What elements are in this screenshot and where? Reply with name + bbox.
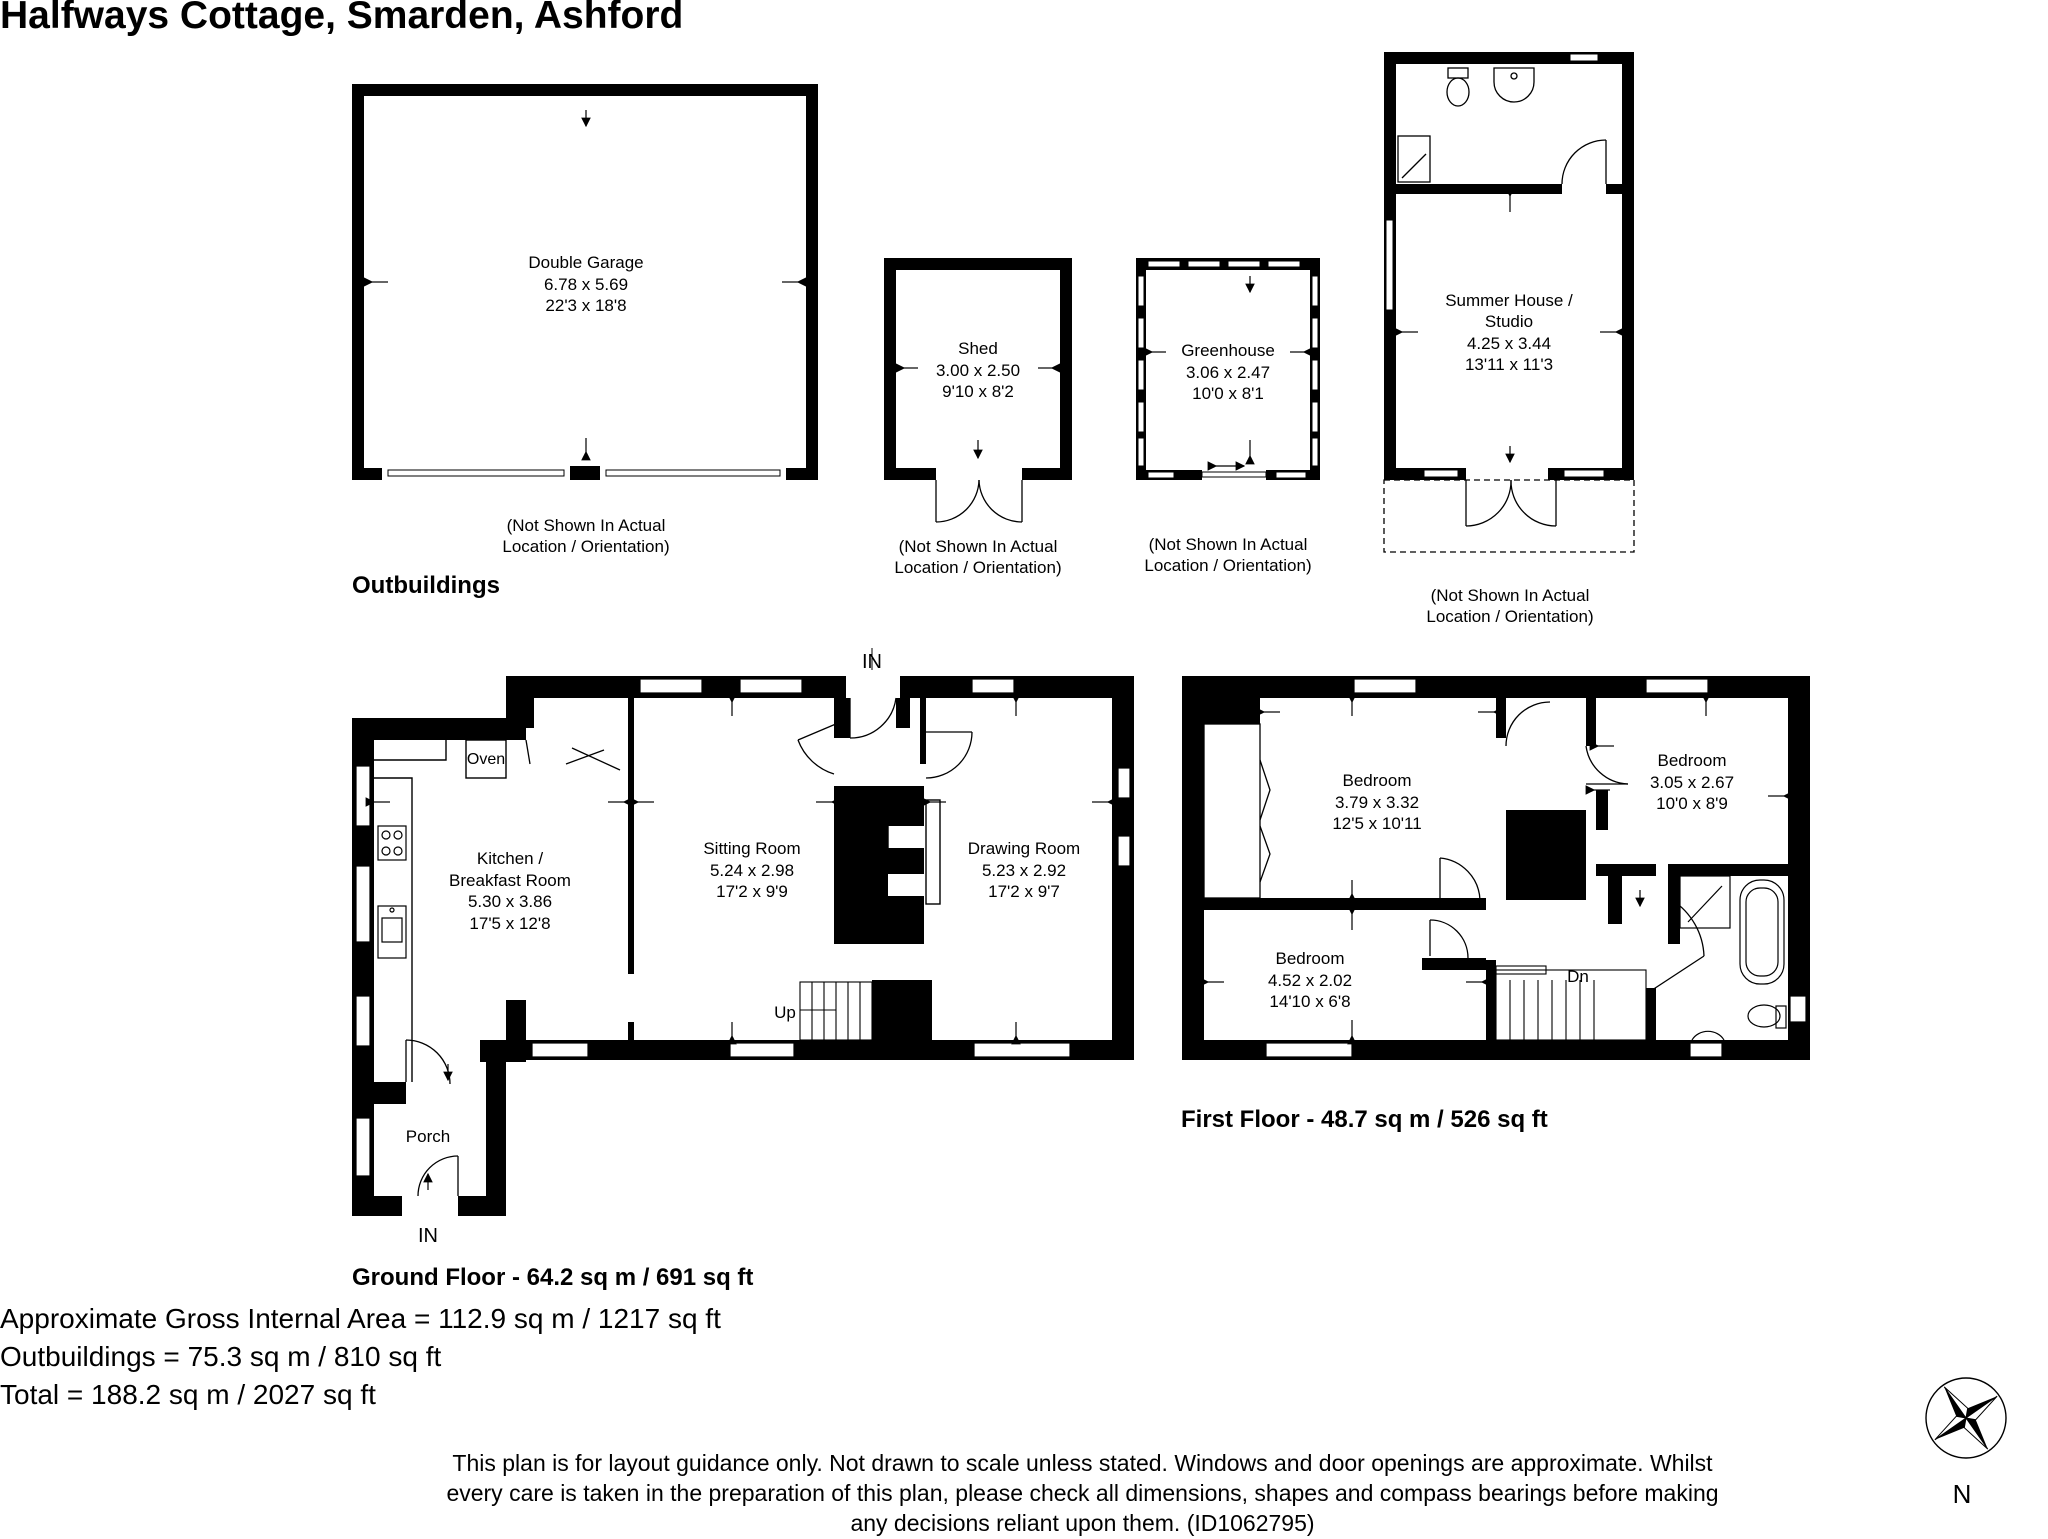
shed-metric: 3.00 x 2.50 [935, 361, 1021, 380]
drawing-room-metric: 5.23 x 2.92 [981, 861, 1067, 880]
page-title: Halfways Cottage, Smarden, Ashford [0, 0, 684, 37]
sitting-room-name: Sitting Room [703, 839, 801, 858]
ground-floor-caption: Ground Floor - 64.2 sq m / 691 sq ft [352, 1264, 754, 1291]
total-area: Total = 188.2 sq m / 2027 sq ft [0, 1379, 376, 1410]
greenhouse-note-2: Location / Orientation) [1144, 556, 1312, 575]
stairs-down-label: Dn [1567, 967, 1589, 986]
compass-icon [1913, 1365, 2019, 1471]
bedroom-3-metric: 4.52 x 2.02 [1267, 971, 1353, 990]
kitchen-name-2: Breakfast Room [449, 871, 571, 890]
shed [884, 258, 1072, 577]
sitting-room-imperial: 17'2 x 9'9 [716, 882, 788, 901]
bedroom-3-imperial: 14'10 x 6'8 [1269, 992, 1351, 1011]
first-floor-caption: First Floor - 48.7 sq m / 526 sq ft [1181, 1106, 1548, 1133]
summer-house-metric: 4.25 x 3.44 [1466, 334, 1552, 353]
ground-floor-entrance-porch: IN [418, 1225, 438, 1247]
outbuildings-heading: Outbuildings [352, 572, 500, 599]
bedroom-3-name: Bedroom [1275, 949, 1345, 968]
summer-house-imperial: 13'11 x 11'3 [1464, 355, 1554, 374]
summer-house-name-1: Summer House / [1445, 291, 1573, 310]
greenhouse-note-1: (Not Shown In Actual [1148, 535, 1308, 554]
ground-floor-entrance-top: IN [862, 651, 882, 673]
drawing-room-imperial: 17'2 x 9'7 [988, 882, 1060, 901]
bedroom-2-metric: 3.05 x 2.67 [1649, 773, 1735, 792]
summer-house-note-1: (Not Shown In Actual [1430, 586, 1590, 605]
kitchen-imperial: 17'5 x 12'8 [469, 914, 551, 933]
bedroom-1-name: Bedroom [1342, 771, 1412, 790]
kitchen-name-1: Kitchen / [476, 849, 544, 868]
drawing-room-name: Drawing Room [967, 839, 1081, 858]
porch-label: Porch [405, 1127, 451, 1146]
disclaimer-text: This plan is for layout guidance only. Not drawn to scale unless stated. Windows and door openings are approximate. Whilst every care is taken in the preparation of this plan, please check all dimensions, shapes and compass bearings before making any decisions reliant upon them. (ID1062795) [446, 1450, 1719, 1536]
garage-metric: 6.78 x 5.69 [543, 275, 629, 294]
greenhouse-imperial: 10'0 x 8'1 [1192, 384, 1264, 403]
compass-north-label: N [1952, 1479, 1972, 1509]
ground-floor-plan [352, 648, 1134, 1247]
garage-imperial: 22'3 x 18'8 [545, 296, 627, 315]
first-floor-plan [1182, 676, 1810, 1060]
summer-house-name-2: Studio [1484, 312, 1534, 331]
summer-house [1384, 52, 1634, 626]
garage-note-2: Location / Orientation) [502, 537, 670, 556]
greenhouse [1136, 258, 1320, 575]
garage-name: Double Garage [528, 253, 644, 272]
bedroom-2-imperial: 10'0 x 8'9 [1656, 794, 1728, 813]
sitting-room-metric: 5.24 x 2.98 [709, 861, 795, 880]
shed-note-1: (Not Shown In Actual [898, 537, 1058, 556]
summer-house-note-2: Location / Orientation) [1426, 607, 1594, 626]
outbuildings-area: Outbuildings = 75.3 sq m / 810 sq ft [0, 1341, 442, 1372]
double-garage [352, 84, 818, 556]
greenhouse-name: Greenhouse [1181, 341, 1275, 360]
garage-note-1: (Not Shown In Actual [506, 516, 666, 535]
bedroom-2-name: Bedroom [1657, 751, 1727, 770]
stairs-up-label: Up [774, 1003, 796, 1022]
shed-name: Shed [958, 339, 998, 358]
bedroom-1-metric: 3.79 x 3.32 [1334, 793, 1420, 812]
bedroom-1-imperial: 12'5 x 10'11 [1332, 814, 1422, 833]
shed-note-2: Location / Orientation) [894, 558, 1062, 577]
kitchen-metric: 5.30 x 3.86 [467, 892, 553, 911]
shed-imperial: 9'10 x 8'2 [942, 382, 1014, 401]
greenhouse-metric: 3.06 x 2.47 [1185, 363, 1271, 382]
gross-internal-area: Approximate Gross Internal Area = 112.9 sq m / 1217 sq ft [0, 1303, 721, 1334]
oven-label: Oven [466, 751, 506, 768]
